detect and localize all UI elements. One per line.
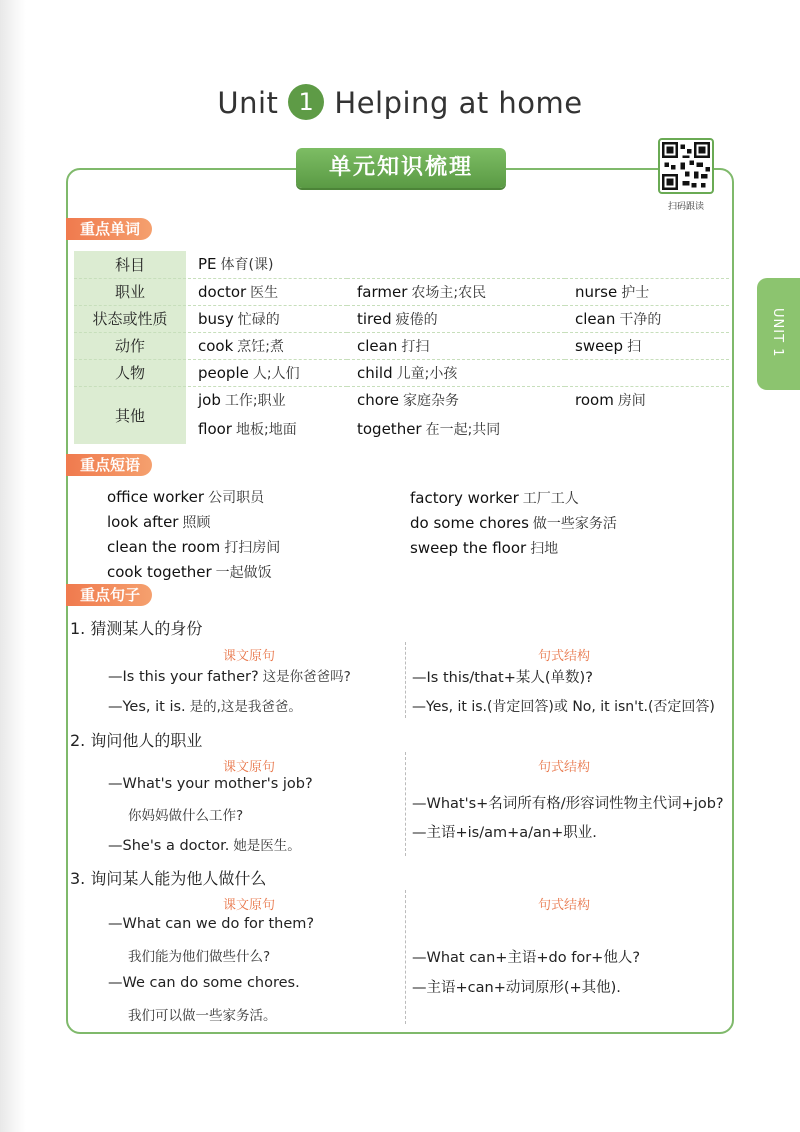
vocab-word: job 工作;职业 — [198, 391, 286, 410]
vocab-word: cook 烹饪;煮 — [187, 332, 347, 359]
phrase-item: sweep the floor 扫地 — [410, 539, 559, 557]
vocab-word: nurse 护士 — [565, 278, 729, 305]
vocab-category: 人物 — [74, 359, 187, 386]
structure-sentence: —What's+名词所有格/形容词性物主代词+job? — [412, 796, 724, 812]
side-tab-label: UNIT 1 — [770, 308, 785, 358]
column-divider — [405, 890, 406, 1024]
original-label: 课文原句 — [223, 760, 276, 775]
vocab-row-people — [74, 359, 729, 386]
vocab-row-job — [74, 278, 729, 305]
column-divider — [405, 642, 406, 718]
original-sentence: —Yes, it is. 是的,这是我爸爸。 — [108, 699, 302, 715]
unit-side-tab[interactable] — [757, 278, 800, 390]
vocab-word: clean 干净的 — [565, 305, 729, 332]
book-spine-shadow — [0, 0, 26, 1132]
original-sentence: —What can we do for them? — [108, 916, 315, 932]
sentence-group-title: 1. 猜测某人的身份 — [70, 619, 203, 638]
structure-label: 句式结构 — [538, 898, 591, 913]
vocab-category: 动作 — [74, 332, 187, 359]
vocab-word: clean 打扫 — [347, 332, 565, 359]
sentence-group-title: 2. 询问他人的职业 — [70, 731, 203, 750]
vocab-row-state — [74, 305, 729, 332]
original-label: 课文原句 — [223, 649, 276, 664]
vocab-category: 状态或性质 — [74, 305, 187, 332]
original-sentence: —She's a doctor. 她是医生。 — [108, 838, 301, 854]
column-divider — [405, 752, 406, 856]
sentence-group-title: 3. 询问某人能为他人做什么 — [70, 869, 267, 888]
unit-number-badge: 1 — [288, 84, 324, 120]
vocab-word: tired 疲倦的 — [347, 305, 565, 332]
original-sentence-translation: 你妈妈做什么工作? — [128, 808, 244, 824]
vocab-category: 职业 — [74, 278, 187, 305]
vocab-word: together 在一起;共同 — [357, 420, 501, 438]
vocab-category: 科目 — [74, 251, 187, 278]
vocab-word: busy 忙碌的 — [187, 305, 347, 332]
vocab-row-action — [74, 332, 729, 359]
phrase-item: cook together 一起做饭 — [107, 563, 272, 581]
original-sentence: —Is this your father? 这是你爸爸吗? — [108, 669, 351, 685]
structure-sentence: —主语+is/am+a/an+职业. — [412, 825, 597, 841]
phrase-item: factory worker 工厂工人 — [410, 489, 579, 507]
vocab-row-subject — [74, 251, 729, 278]
structure-sentence: —Yes, it is.(肯定回答)或 No, it isn't.(否定回答) — [412, 699, 715, 715]
vocab-word: people 人;人们 — [187, 359, 347, 386]
structure-label: 句式结构 — [538, 760, 591, 775]
phrase-item: office worker 公司职员 — [107, 488, 265, 506]
section-tag-words: 重点单词 — [66, 218, 152, 240]
structure-sentence: —What can+主语+do for+他人? — [412, 950, 641, 966]
structure-sentence: —主语+can+动词原形(+其他). — [412, 980, 621, 996]
vocab-word: floor 地板;地面 — [198, 420, 297, 438]
page-title — [0, 86, 800, 123]
phrase-item: clean the room 打扫房间 — [107, 538, 281, 556]
structure-label: 句式结构 — [538, 649, 591, 664]
vocab-table — [74, 251, 729, 444]
unit-title: Helping at home — [334, 86, 583, 120]
vocab-word: room 房间 — [575, 391, 646, 410]
vocab-word: doctor 医生 — [187, 278, 347, 305]
section-tag-phrases: 重点短语 — [66, 454, 152, 476]
vocab-word: chore 家庭杂务 — [357, 391, 459, 410]
phrase-item: look after 照顾 — [107, 513, 211, 531]
vocab-word: PE 体育(课) — [187, 251, 729, 278]
original-sentence: —We can do some chores. — [108, 975, 300, 991]
vocab-word: sweep 扫 — [565, 332, 729, 359]
qr-label: 扫码跟读 — [667, 202, 704, 212]
qr-code-icon[interactable] — [658, 138, 714, 194]
section-tag-sentences: 重点句子 — [66, 584, 152, 606]
original-sentence: —What's your mother's job? — [108, 776, 313, 792]
vocab-category: 其他 — [74, 386, 187, 444]
original-sentence-translation: 我们能为他们做些什么? — [128, 949, 271, 965]
vocab-row-other-1 — [74, 386, 729, 414]
structure-sentence: —Is this/that+某人(单数)? — [412, 670, 593, 686]
vocab-word: farmer 农场主;农民 — [347, 278, 565, 305]
unit-word: Unit — [217, 86, 279, 120]
original-label: 课文原句 — [223, 898, 276, 913]
phrase-item: do some chores 做一些家务活 — [410, 514, 617, 532]
vocab-word: child 儿童;小孩 — [347, 359, 729, 386]
original-sentence-translation: 我们可以做一些家务活。 — [128, 1008, 277, 1024]
section-banner: 单元知识梳理 — [296, 148, 506, 188]
